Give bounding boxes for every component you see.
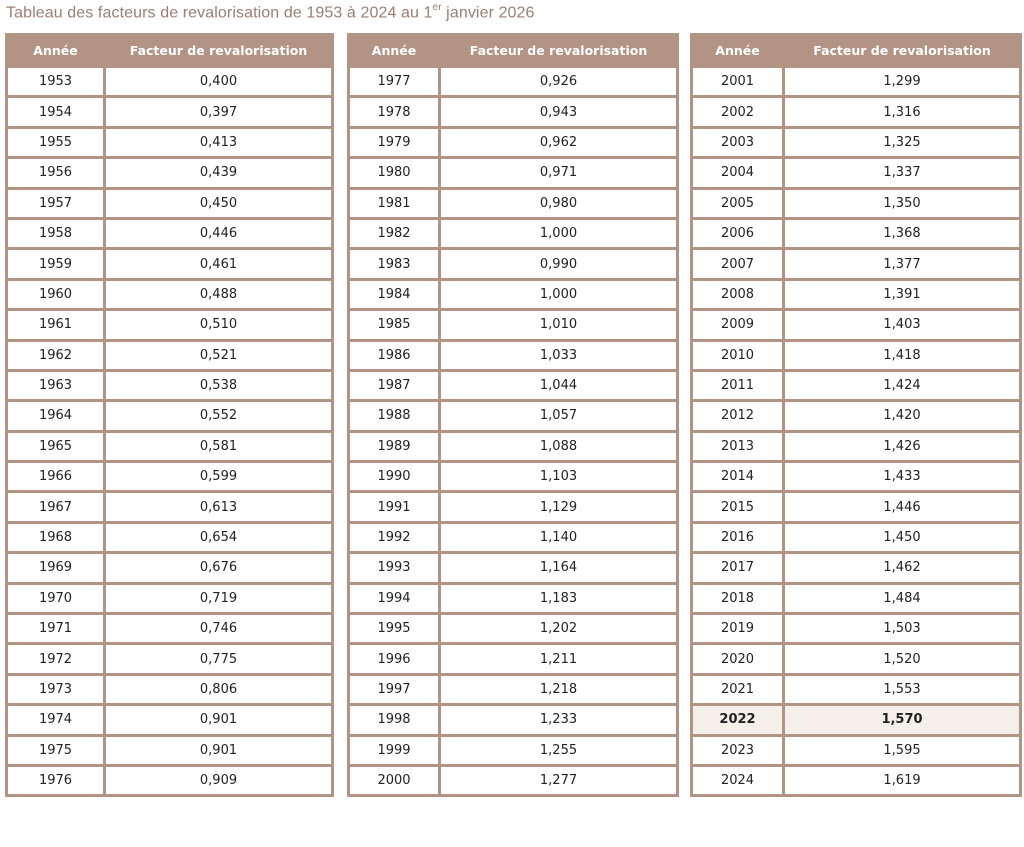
factor-cell: 1,202 bbox=[440, 614, 678, 644]
year-cell: 2002 bbox=[692, 97, 784, 127]
revaluation-table-3 bbox=[690, 33, 1022, 797]
year-cell: 2013 bbox=[692, 431, 784, 461]
year-cell: 1963 bbox=[7, 370, 105, 400]
year-cell: 1978 bbox=[349, 97, 440, 127]
factor-cell: 0,413 bbox=[105, 127, 333, 157]
factor-cell: 1,350 bbox=[784, 188, 1021, 218]
column-header-year: Année bbox=[7, 35, 105, 67]
year-cell: 1985 bbox=[349, 310, 440, 340]
table-row bbox=[692, 462, 1021, 492]
year-cell: 1955 bbox=[7, 127, 105, 157]
factor-cell: 1,255 bbox=[440, 735, 678, 765]
table-row bbox=[7, 218, 333, 248]
year-cell: 1959 bbox=[7, 249, 105, 279]
factor-cell: 1,391 bbox=[784, 279, 1021, 309]
table-row bbox=[7, 340, 333, 370]
factor-cell: 1,211 bbox=[440, 644, 678, 674]
factor-cell: 0,746 bbox=[105, 614, 333, 644]
page-title: Tableau des facteurs de revalorisation de 1953 à 2024 au 1er janvier 2026 bbox=[6, 2, 535, 22]
table-row bbox=[7, 705, 333, 735]
factor-cell: 0,909 bbox=[105, 765, 333, 795]
table-row bbox=[7, 583, 333, 613]
table-row bbox=[7, 249, 333, 279]
table-row bbox=[349, 340, 678, 370]
year-cell: 2018 bbox=[692, 583, 784, 613]
factor-cell: 1,403 bbox=[784, 310, 1021, 340]
year-cell: 1987 bbox=[349, 370, 440, 400]
factor-cell: 0,943 bbox=[440, 97, 678, 127]
factor-cell: 1,377 bbox=[784, 249, 1021, 279]
factor-cell: 0,926 bbox=[440, 67, 678, 97]
table-row bbox=[349, 674, 678, 704]
table-row bbox=[349, 431, 678, 461]
table-row bbox=[692, 644, 1021, 674]
factor-cell: 1,520 bbox=[784, 644, 1021, 674]
table-row bbox=[692, 492, 1021, 522]
factor-cell: 0,461 bbox=[105, 249, 333, 279]
factor-cell: 1,103 bbox=[440, 462, 678, 492]
factor-cell: 0,552 bbox=[105, 401, 333, 431]
table-row bbox=[692, 553, 1021, 583]
year-cell: 2016 bbox=[692, 522, 784, 552]
year-cell: 2009 bbox=[692, 310, 784, 340]
factor-cell: 0,439 bbox=[105, 158, 333, 188]
factor-cell: 0,538 bbox=[105, 370, 333, 400]
factor-cell: 1,418 bbox=[784, 340, 1021, 370]
year-cell: 2004 bbox=[692, 158, 784, 188]
factor-cell: 1,368 bbox=[784, 218, 1021, 248]
factor-cell: 1,233 bbox=[440, 705, 678, 735]
table-row bbox=[349, 522, 678, 552]
factor-cell: 1,164 bbox=[440, 553, 678, 583]
table-row bbox=[349, 188, 678, 218]
factor-cell: 0,775 bbox=[105, 644, 333, 674]
factor-cell: 1,446 bbox=[784, 492, 1021, 522]
table-row bbox=[349, 67, 678, 97]
table-row bbox=[692, 431, 1021, 461]
year-cell: 1994 bbox=[349, 583, 440, 613]
table-row bbox=[692, 735, 1021, 765]
table-row bbox=[7, 158, 333, 188]
factor-cell: 1,595 bbox=[784, 735, 1021, 765]
table-row bbox=[692, 218, 1021, 248]
factor-cell: 1,183 bbox=[440, 583, 678, 613]
table-row bbox=[349, 553, 678, 583]
table-row bbox=[349, 218, 678, 248]
year-cell: 1970 bbox=[7, 583, 105, 613]
factor-cell: 0,901 bbox=[105, 735, 333, 765]
factor-cell: 1,316 bbox=[784, 97, 1021, 127]
year-cell: 1979 bbox=[349, 127, 440, 157]
year-cell: 1967 bbox=[7, 492, 105, 522]
year-cell: 1957 bbox=[7, 188, 105, 218]
factor-cell: 1,325 bbox=[784, 127, 1021, 157]
factor-cell: 1,484 bbox=[784, 583, 1021, 613]
table-row bbox=[692, 370, 1021, 400]
table-row bbox=[349, 279, 678, 309]
table-row bbox=[692, 97, 1021, 127]
year-cell: 2019 bbox=[692, 614, 784, 644]
year-cell: 1996 bbox=[349, 644, 440, 674]
year-cell: 1961 bbox=[7, 310, 105, 340]
revaluation-table-2 bbox=[347, 33, 679, 797]
factor-cell: 1,420 bbox=[784, 401, 1021, 431]
table-row bbox=[349, 97, 678, 127]
factor-cell: 0,450 bbox=[105, 188, 333, 218]
table-row bbox=[7, 522, 333, 552]
year-cell: 1980 bbox=[349, 158, 440, 188]
table-row bbox=[349, 644, 678, 674]
year-cell: 2024 bbox=[692, 765, 784, 795]
year-cell: 2015 bbox=[692, 492, 784, 522]
factor-cell: 1,424 bbox=[784, 370, 1021, 400]
factor-cell: 0,971 bbox=[440, 158, 678, 188]
factor-cell: 1,433 bbox=[784, 462, 1021, 492]
year-cell: 2010 bbox=[692, 340, 784, 370]
factor-cell: 0,599 bbox=[105, 462, 333, 492]
table-row bbox=[692, 340, 1021, 370]
year-cell: 2017 bbox=[692, 553, 784, 583]
table-row bbox=[349, 370, 678, 400]
year-cell: 2023 bbox=[692, 735, 784, 765]
factor-cell: 0,962 bbox=[440, 127, 678, 157]
year-cell: 1975 bbox=[7, 735, 105, 765]
year-cell: 1999 bbox=[349, 735, 440, 765]
table-row bbox=[692, 705, 1021, 735]
factor-cell: 1,570 bbox=[784, 705, 1021, 735]
year-cell: 1977 bbox=[349, 67, 440, 97]
year-cell: 1964 bbox=[7, 401, 105, 431]
table-row bbox=[7, 431, 333, 461]
factor-cell: 1,000 bbox=[440, 279, 678, 309]
table-row bbox=[349, 765, 678, 795]
year-cell: 1993 bbox=[349, 553, 440, 583]
table-row bbox=[7, 279, 333, 309]
year-cell: 1960 bbox=[7, 279, 105, 309]
table-row bbox=[692, 583, 1021, 613]
factor-cell: 0,719 bbox=[105, 583, 333, 613]
factor-cell: 1,337 bbox=[784, 158, 1021, 188]
table-row bbox=[7, 127, 333, 157]
factor-cell: 1,000 bbox=[440, 218, 678, 248]
table-row bbox=[349, 462, 678, 492]
table-row bbox=[7, 401, 333, 431]
factor-cell: 1,450 bbox=[784, 522, 1021, 552]
factor-cell: 0,446 bbox=[105, 218, 333, 248]
year-cell: 2001 bbox=[692, 67, 784, 97]
table-row bbox=[7, 462, 333, 492]
year-cell: 1965 bbox=[7, 431, 105, 461]
year-cell: 1953 bbox=[7, 67, 105, 97]
factor-cell: 0,980 bbox=[440, 188, 678, 218]
year-cell: 1988 bbox=[349, 401, 440, 431]
column-header-factor: Facteur de revalorisation bbox=[440, 35, 678, 67]
factor-cell: 0,901 bbox=[105, 705, 333, 735]
factor-cell: 1,426 bbox=[784, 431, 1021, 461]
year-cell: 2003 bbox=[692, 127, 784, 157]
year-cell: 1974 bbox=[7, 705, 105, 735]
factor-cell: 0,510 bbox=[105, 310, 333, 340]
year-cell: 1992 bbox=[349, 522, 440, 552]
table-row bbox=[349, 735, 678, 765]
table-row bbox=[692, 401, 1021, 431]
year-cell: 2012 bbox=[692, 401, 784, 431]
table-row bbox=[692, 158, 1021, 188]
year-cell: 1981 bbox=[349, 188, 440, 218]
factor-cell: 1,129 bbox=[440, 492, 678, 522]
year-cell: 1986 bbox=[349, 340, 440, 370]
year-cell: 1973 bbox=[7, 674, 105, 704]
factor-cell: 1,140 bbox=[440, 522, 678, 552]
factor-cell: 1,462 bbox=[784, 553, 1021, 583]
factor-cell: 0,581 bbox=[105, 431, 333, 461]
column-header-factor: Facteur de revalorisation bbox=[784, 35, 1021, 67]
table-row bbox=[7, 674, 333, 704]
year-cell: 2014 bbox=[692, 462, 784, 492]
table-row bbox=[692, 522, 1021, 552]
year-cell: 2000 bbox=[349, 765, 440, 795]
factor-cell: 0,400 bbox=[105, 67, 333, 97]
table-row bbox=[692, 67, 1021, 97]
year-cell: 1971 bbox=[7, 614, 105, 644]
year-cell: 2007 bbox=[692, 249, 784, 279]
factor-cell: 1,553 bbox=[784, 674, 1021, 704]
table-row bbox=[7, 553, 333, 583]
factor-cell: 1,277 bbox=[440, 765, 678, 795]
factor-cell: 0,676 bbox=[105, 553, 333, 583]
factor-cell: 0,488 bbox=[105, 279, 333, 309]
table-row bbox=[692, 188, 1021, 218]
table-row bbox=[349, 492, 678, 522]
table-row bbox=[692, 279, 1021, 309]
factor-cell: 1,088 bbox=[440, 431, 678, 461]
table-row bbox=[349, 310, 678, 340]
year-cell: 1958 bbox=[7, 218, 105, 248]
year-cell: 2022 bbox=[692, 705, 784, 735]
table-row bbox=[7, 97, 333, 127]
column-header-year: Année bbox=[349, 35, 440, 67]
table-row bbox=[692, 614, 1021, 644]
year-cell: 1991 bbox=[349, 492, 440, 522]
year-cell: 1998 bbox=[349, 705, 440, 735]
table-row bbox=[692, 127, 1021, 157]
factor-cell: 0,521 bbox=[105, 340, 333, 370]
factor-cell: 1,057 bbox=[440, 401, 678, 431]
factor-cell: 1,033 bbox=[440, 340, 678, 370]
year-cell: 1997 bbox=[349, 674, 440, 704]
year-cell: 1976 bbox=[7, 765, 105, 795]
table-row bbox=[7, 644, 333, 674]
factor-cell: 0,990 bbox=[440, 249, 678, 279]
table-row bbox=[349, 158, 678, 188]
factor-cell: 0,613 bbox=[105, 492, 333, 522]
table-row bbox=[7, 614, 333, 644]
year-cell: 1982 bbox=[349, 218, 440, 248]
table-row bbox=[7, 370, 333, 400]
year-cell: 2020 bbox=[692, 644, 784, 674]
year-cell: 1984 bbox=[349, 279, 440, 309]
factor-cell: 1,619 bbox=[784, 765, 1021, 795]
table-row bbox=[349, 614, 678, 644]
year-cell: 1954 bbox=[7, 97, 105, 127]
factor-cell: 1,503 bbox=[784, 614, 1021, 644]
column-header-factor: Facteur de revalorisation bbox=[105, 35, 333, 67]
factor-cell: 0,397 bbox=[105, 97, 333, 127]
table-row bbox=[7, 310, 333, 340]
year-cell: 1956 bbox=[7, 158, 105, 188]
year-cell: 1983 bbox=[349, 249, 440, 279]
table-row bbox=[7, 735, 333, 765]
year-cell: 1995 bbox=[349, 614, 440, 644]
table-row bbox=[692, 674, 1021, 704]
factor-cell: 1,218 bbox=[440, 674, 678, 704]
table-row bbox=[692, 249, 1021, 279]
table-row bbox=[7, 188, 333, 218]
factor-cell: 1,010 bbox=[440, 310, 678, 340]
factor-cell: 1,299 bbox=[784, 67, 1021, 97]
year-cell: 1968 bbox=[7, 522, 105, 552]
year-cell: 2006 bbox=[692, 218, 784, 248]
year-cell: 1972 bbox=[7, 644, 105, 674]
table-row bbox=[7, 765, 333, 795]
factor-cell: 0,806 bbox=[105, 674, 333, 704]
table-row bbox=[349, 583, 678, 613]
column-header-year: Année bbox=[692, 35, 784, 67]
year-cell: 2005 bbox=[692, 188, 784, 218]
factor-cell: 0,654 bbox=[105, 522, 333, 552]
year-cell: 2008 bbox=[692, 279, 784, 309]
year-cell: 1969 bbox=[7, 553, 105, 583]
factor-cell: 1,044 bbox=[440, 370, 678, 400]
year-cell: 1989 bbox=[349, 431, 440, 461]
table-row bbox=[349, 705, 678, 735]
year-cell: 1962 bbox=[7, 340, 105, 370]
year-cell: 1990 bbox=[349, 462, 440, 492]
revaluation-table-1 bbox=[5, 33, 334, 797]
year-cell: 1966 bbox=[7, 462, 105, 492]
year-cell: 2021 bbox=[692, 674, 784, 704]
table-row bbox=[7, 492, 333, 522]
year-cell: 2011 bbox=[692, 370, 784, 400]
table-row bbox=[349, 249, 678, 279]
table-row bbox=[349, 127, 678, 157]
table-row bbox=[692, 310, 1021, 340]
table-row bbox=[349, 401, 678, 431]
table-row bbox=[692, 765, 1021, 795]
table-row bbox=[7, 67, 333, 97]
